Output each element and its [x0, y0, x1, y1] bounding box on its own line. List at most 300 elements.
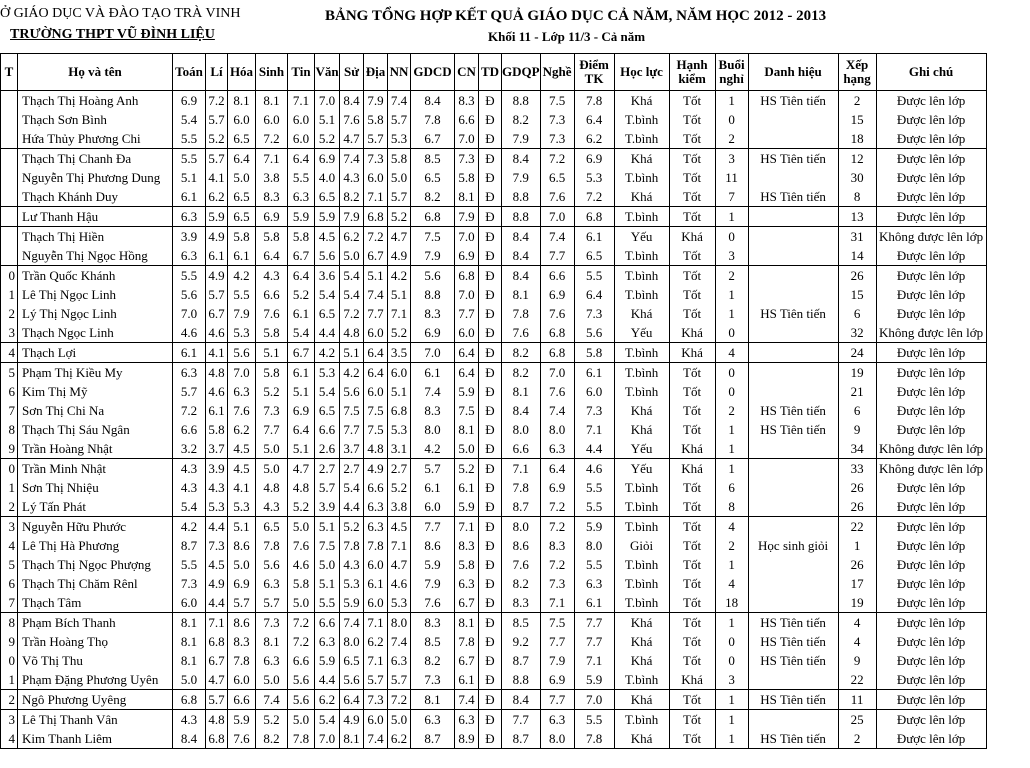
table-cell: 2: [1, 304, 18, 323]
table-cell: Được lên lớp: [876, 710, 986, 730]
table-cell: Đ: [479, 497, 502, 517]
table-cell: T.bình: [614, 382, 669, 401]
table-cell: 3.9: [206, 459, 228, 479]
table-cell: 5.0: [388, 168, 411, 187]
table-cell: 6.3: [364, 517, 388, 537]
table-cell: 5.7: [228, 593, 256, 613]
student-name-cell: Phạm Đặng Phương Uyên: [18, 670, 173, 690]
table-cell: 8.7: [502, 497, 541, 517]
table-cell: 0: [715, 110, 748, 129]
table-cell: 7.7: [364, 304, 388, 323]
table-cell: 7.6: [540, 304, 574, 323]
table-row: [1, 555, 987, 574]
table-cell: 5.2: [206, 129, 228, 149]
table-cell: 6.0: [364, 710, 388, 730]
table-cell: 4: [838, 613, 876, 633]
student-name-cell: Kim Thị Mỹ: [18, 382, 173, 401]
table-cell: Khá: [669, 323, 715, 343]
table-header-row: [1, 54, 987, 91]
table-cell: 3.7: [206, 439, 228, 459]
table-cell: 1: [838, 536, 876, 555]
table-cell: 4.1: [206, 168, 228, 187]
table-cell: 9: [838, 420, 876, 439]
table-cell: 30: [838, 168, 876, 187]
table-cell: 5.0: [256, 439, 288, 459]
table-cell: 5.0: [288, 517, 315, 537]
table-cell: 2.6: [315, 439, 340, 459]
table-cell: 6.3: [574, 574, 614, 593]
table-cell: 6.5: [315, 187, 340, 207]
table-cell: [748, 227, 838, 247]
table-cell: Đ: [479, 632, 502, 651]
table-cell: 1: [715, 729, 748, 749]
table-cell: 6.4: [340, 690, 364, 710]
table-row: [1, 266, 987, 286]
table-cell: Đ: [479, 343, 502, 363]
table-cell: Đ: [479, 187, 502, 207]
table-cell: 4: [1, 536, 18, 555]
table-cell: 6.7: [288, 343, 315, 363]
table-cell: 0: [1, 459, 18, 479]
table-cell: 8: [1, 613, 18, 633]
table-cell: 6.1: [206, 401, 228, 420]
table-cell: 7.0: [455, 227, 479, 247]
table-cell: 4.0: [315, 168, 340, 187]
table-cell: [748, 478, 838, 497]
table-cell: 5.8: [206, 420, 228, 439]
table-cell: 7.2: [288, 632, 315, 651]
table-cell: 4.4: [315, 670, 340, 690]
table-cell: 5.7: [173, 382, 206, 401]
student-name-cell: Thạch Thị Ngọc Phượng: [18, 555, 173, 574]
table-cell: 8.3: [455, 91, 479, 111]
table-cell: T.bình: [614, 266, 669, 286]
table-cell: Không được lên lớp: [876, 227, 986, 247]
table-row: [1, 439, 987, 459]
table-cell: 7.2: [388, 690, 411, 710]
table-cell: Tốt: [669, 382, 715, 401]
table-cell: 6.5: [315, 401, 340, 420]
table-cell: 33: [838, 459, 876, 479]
table-cell: 7.6: [540, 187, 574, 207]
table-cell: 7.2: [340, 304, 364, 323]
table-cell: 5.5: [288, 168, 315, 187]
table-cell: 7.3: [364, 690, 388, 710]
table-cell: 4.8: [340, 323, 364, 343]
table-cell: Được lên lớp: [876, 497, 986, 517]
table-cell: 7.6: [228, 401, 256, 420]
table-cell: Được lên lớp: [876, 536, 986, 555]
student-name-cell: Thạch Thị Hiền: [18, 227, 173, 247]
table-cell: 5.9: [228, 710, 256, 730]
table-cell: Khá: [614, 91, 669, 111]
column-header: Hóa: [228, 54, 256, 91]
table-cell: 6.4: [364, 343, 388, 363]
table-cell: 8.0: [411, 420, 455, 439]
table-cell: 8.0: [540, 729, 574, 749]
table-cell: Được lên lớp: [876, 129, 986, 149]
table-cell: Đ: [479, 690, 502, 710]
table-cell: 5.1: [315, 110, 340, 129]
table-cell: 6.9: [173, 91, 206, 111]
table-cell: 6.1: [455, 670, 479, 690]
table-cell: 6.3: [288, 187, 315, 207]
table-cell: 5.7: [206, 149, 228, 169]
table-cell: 5.6: [340, 382, 364, 401]
table-cell: Đ: [479, 285, 502, 304]
table-cell: 7.8: [574, 729, 614, 749]
table-row: [1, 478, 987, 497]
table-cell: Đ: [479, 478, 502, 497]
table-cell: Được lên lớp: [876, 401, 986, 420]
table-cell: 8.6: [228, 536, 256, 555]
table-cell: 5.9: [411, 555, 455, 574]
table-cell: Được lên lớp: [876, 651, 986, 670]
column-header: Học lực: [614, 54, 669, 91]
table-cell: 6.8: [574, 207, 614, 227]
table-cell: [748, 266, 838, 286]
table-cell: [1, 149, 18, 169]
table-cell: 5.2: [388, 207, 411, 227]
table-row: [1, 517, 987, 537]
table-cell: 4.7: [388, 555, 411, 574]
table-cell: 6.0: [455, 323, 479, 343]
table-cell: 8.1: [256, 91, 288, 111]
table-cell: Tốt: [669, 246, 715, 266]
table-cell: 6.6: [228, 690, 256, 710]
table-cell: 7.0: [315, 91, 340, 111]
table-cell: T.bình: [614, 110, 669, 129]
table-cell: 4.5: [315, 227, 340, 247]
table-cell: 8.1: [173, 651, 206, 670]
table-cell: 8.4: [502, 246, 541, 266]
table-cell: Không được lên lớp: [876, 439, 986, 459]
table-cell: 6.1: [574, 363, 614, 383]
table-cell: 18: [715, 593, 748, 613]
table-cell: 8.0: [502, 420, 541, 439]
table-cell: 7.2: [364, 227, 388, 247]
table-cell: 5.5: [173, 266, 206, 286]
student-name-cell: Thạch Thị Sáu Ngân: [18, 420, 173, 439]
table-cell: Được lên lớp: [876, 343, 986, 363]
table-cell: Khá: [614, 401, 669, 420]
table-cell: 5.1: [288, 439, 315, 459]
table-cell: 7.1: [574, 651, 614, 670]
table-cell: 5.7: [206, 110, 228, 129]
table-cell: 5.5: [574, 555, 614, 574]
table-cell: 5.4: [173, 110, 206, 129]
table-cell: T.bình: [614, 129, 669, 149]
table-cell: Được lên lớp: [876, 149, 986, 169]
table-cell: 5.0: [228, 555, 256, 574]
table-cell: 8.9: [455, 729, 479, 749]
table-cell: 6.3: [455, 574, 479, 593]
table-cell: 8.2: [340, 187, 364, 207]
table-cell: HS Tiên tiến: [748, 613, 838, 633]
table-cell: Yếu: [614, 439, 669, 459]
table-cell: 6.6: [256, 285, 288, 304]
column-header: Toán: [173, 54, 206, 91]
table-cell: 4.9: [388, 246, 411, 266]
table-cell: Tốt: [669, 129, 715, 149]
table-cell: 5.7: [388, 110, 411, 129]
table-cell: 5.2: [256, 710, 288, 730]
table-cell: Giỏi: [614, 536, 669, 555]
table-cell: [748, 343, 838, 363]
table-cell: 6.0: [256, 110, 288, 129]
table-cell: 5.9: [315, 651, 340, 670]
table-cell: T.bình: [614, 670, 669, 690]
table-cell: 4: [715, 517, 748, 537]
table-cell: 5.6: [256, 555, 288, 574]
table-cell: T.bình: [614, 285, 669, 304]
table-cell: 4.2: [340, 363, 364, 383]
table-cell: 8.3: [411, 401, 455, 420]
table-cell: 5.0: [256, 670, 288, 690]
table-row: [1, 207, 987, 227]
table-cell: 5.0: [288, 710, 315, 730]
table-cell: 7.3: [411, 670, 455, 690]
table-cell: 8.1: [455, 187, 479, 207]
table-cell: 6.5: [540, 168, 574, 187]
table-body: [1, 91, 987, 749]
table-cell: 6.2: [388, 729, 411, 749]
table-cell: Khá: [614, 729, 669, 749]
table-cell: Đ: [479, 517, 502, 537]
table-cell: [1, 207, 18, 227]
table-cell: Được lên lớp: [876, 246, 986, 266]
table-cell: 7.3: [173, 574, 206, 593]
table-cell: 7.4: [340, 613, 364, 633]
table-cell: 7: [1, 401, 18, 420]
table-cell: 5.8: [288, 227, 315, 247]
table-cell: 4.4: [315, 323, 340, 343]
school-name: TRƯỜNG THPT VŨ ĐÌNH LIỆU: [10, 27, 215, 42]
table-cell: Yếu: [614, 459, 669, 479]
table-cell: T.bình: [614, 497, 669, 517]
table-row: [1, 536, 987, 555]
table-cell: 8.4: [411, 91, 455, 111]
table-cell: HS Tiên tiến: [748, 401, 838, 420]
table-cell: Khá: [614, 613, 669, 633]
table-cell: 4.5: [206, 555, 228, 574]
table-cell: 8.7: [411, 729, 455, 749]
student-name-cell: Thạch Sơn Bình: [18, 110, 173, 129]
table-cell: 8.3: [455, 536, 479, 555]
table-cell: 8.8: [411, 285, 455, 304]
table-cell: 7.7: [574, 613, 614, 633]
column-header: Tin: [288, 54, 315, 91]
table-cell: 3.2: [173, 439, 206, 459]
table-cell: 7.7: [455, 304, 479, 323]
table-cell: 6.2: [206, 187, 228, 207]
table-cell: 7.2: [574, 187, 614, 207]
table-cell: T.bình: [614, 246, 669, 266]
table-cell: 5.5: [173, 129, 206, 149]
table-cell: 5.5: [173, 149, 206, 169]
table-cell: 6.1: [574, 227, 614, 247]
table-cell: 6.6: [364, 478, 388, 497]
table-cell: Được lên lớp: [876, 574, 986, 593]
table-cell: 6.7: [206, 304, 228, 323]
table-cell: 8.4: [173, 729, 206, 749]
table-cell: Được lên lớp: [876, 110, 986, 129]
table-cell: 6.6: [455, 110, 479, 129]
table-cell: 5.3: [206, 497, 228, 517]
table-cell: Tốt: [669, 497, 715, 517]
table-cell: 0: [1, 266, 18, 286]
table-cell: 8.5: [411, 149, 455, 169]
column-header: Danh hiệu: [748, 54, 838, 91]
table-cell: 8.2: [411, 187, 455, 207]
table-cell: 5.1: [173, 168, 206, 187]
table-row: [1, 168, 987, 187]
table-cell: Được lên lớp: [876, 690, 986, 710]
table-cell: 32: [838, 323, 876, 343]
table-cell: 6.1: [288, 304, 315, 323]
table-cell: 6.9: [540, 285, 574, 304]
table-cell: 5.7: [206, 285, 228, 304]
table-cell: T.bình: [614, 363, 669, 383]
table-cell: 3: [715, 246, 748, 266]
table-cell: Được lên lớp: [876, 478, 986, 497]
table-cell: 6.9: [540, 478, 574, 497]
table-cell: 5.1: [340, 343, 364, 363]
table-cell: 6.6: [288, 651, 315, 670]
table-cell: Khá: [614, 651, 669, 670]
table-cell: 7.8: [502, 478, 541, 497]
table-row: [1, 227, 987, 247]
table-cell: Tốt: [669, 613, 715, 633]
table-cell: 5.2: [288, 285, 315, 304]
table-cell: Tốt: [669, 304, 715, 323]
table-cell: 5.6: [411, 266, 455, 286]
table-cell: 6.0: [364, 593, 388, 613]
table-row: [1, 129, 987, 149]
table-cell: 3.1: [388, 439, 411, 459]
table-cell: 1: [715, 91, 748, 111]
table-cell: 5.7: [388, 670, 411, 690]
table-cell: 6: [1, 382, 18, 401]
table-cell: 24: [838, 343, 876, 363]
table-cell: 5.4: [173, 497, 206, 517]
table-cell: 8.6: [411, 536, 455, 555]
student-name-cell: Lê Thị Hà Phương: [18, 536, 173, 555]
column-header: Nghề: [540, 54, 574, 91]
table-cell: 4.1: [206, 343, 228, 363]
table-cell: 7.4: [388, 91, 411, 111]
table-cell: 7.9: [411, 246, 455, 266]
table-cell: 7.8: [574, 91, 614, 111]
table-cell: [748, 246, 838, 266]
table-cell: 7.8: [340, 536, 364, 555]
table-cell: Khá: [669, 439, 715, 459]
student-name-cell: Hứa Thủy Phương Chi: [18, 129, 173, 149]
table-cell: [748, 459, 838, 479]
table-cell: 4.9: [206, 266, 228, 286]
table-cell: HS Tiên tiến: [748, 149, 838, 169]
table-cell: 6.1: [206, 246, 228, 266]
table-cell: Tốt: [669, 420, 715, 439]
table-cell: 6: [715, 478, 748, 497]
grade-summary-table: [0, 53, 987, 749]
table-cell: 6.4: [455, 363, 479, 383]
table-cell: 4.4: [206, 593, 228, 613]
table-cell: 5.3: [574, 168, 614, 187]
table-cell: Tốt: [669, 187, 715, 207]
table-cell: Yếu: [614, 323, 669, 343]
table-cell: 6.6: [315, 420, 340, 439]
table-cell: 14: [838, 246, 876, 266]
table-cell: HS Tiên tiến: [748, 729, 838, 749]
table-cell: 7.9: [228, 304, 256, 323]
table-cell: 5.2: [288, 497, 315, 517]
table-cell: T.bình: [614, 168, 669, 187]
table-cell: 7.3: [540, 129, 574, 149]
table-cell: 7.6: [256, 304, 288, 323]
table-cell: 5.1: [315, 517, 340, 537]
table-cell: T.bình: [614, 207, 669, 227]
table-cell: 7.9: [455, 207, 479, 227]
table-cell: 8.1: [340, 729, 364, 749]
table-cell: Khá: [614, 187, 669, 207]
table-cell: Đ: [479, 149, 502, 169]
table-cell: [748, 110, 838, 129]
table-cell: 5.7: [411, 459, 455, 479]
table-cell: 1: [715, 710, 748, 730]
table-cell: 1: [715, 439, 748, 459]
table-cell: Đ: [479, 729, 502, 749]
table-cell: 11: [838, 690, 876, 710]
table-cell: Đ: [479, 382, 502, 401]
table-cell: 4.5: [388, 517, 411, 537]
table-cell: 3: [1, 710, 18, 730]
table-cell: 2: [1, 497, 18, 517]
table-cell: 15: [838, 285, 876, 304]
table-row: [1, 363, 987, 383]
table-cell: 4.3: [340, 168, 364, 187]
student-name-cell: Lê Thị Ngọc Linh: [18, 285, 173, 304]
table-cell: 8.1: [455, 420, 479, 439]
table-cell: Đ: [479, 363, 502, 383]
table-cell: 1: [715, 207, 748, 227]
column-header: GDQP: [502, 54, 541, 91]
table-cell: 4.3: [173, 459, 206, 479]
table-cell: 8.3: [411, 613, 455, 633]
table-cell: 7.4: [388, 632, 411, 651]
table-cell: 8.1: [455, 613, 479, 633]
table-cell: Được lên lớp: [876, 304, 986, 323]
table-cell: 6.3: [256, 651, 288, 670]
table-cell: 6.9: [256, 207, 288, 227]
table-cell: 6.4: [455, 343, 479, 363]
table-cell: 6.3: [173, 363, 206, 383]
table-cell: 6.3: [228, 382, 256, 401]
table-cell: Được lên lớp: [876, 91, 986, 111]
table-cell: Đ: [479, 439, 502, 459]
table-cell: 8.5: [411, 632, 455, 651]
table-cell: 7.0: [411, 343, 455, 363]
table-cell: 5.8: [388, 149, 411, 169]
table-cell: 4.1: [228, 478, 256, 497]
table-cell: 6.0: [228, 110, 256, 129]
table-cell: 3.6: [315, 266, 340, 286]
table-cell: 5.5: [315, 593, 340, 613]
table-cell: 1: [1, 478, 18, 497]
table-cell: 8: [838, 187, 876, 207]
table-cell: 7.2: [173, 401, 206, 420]
table-cell: 5.8: [256, 227, 288, 247]
